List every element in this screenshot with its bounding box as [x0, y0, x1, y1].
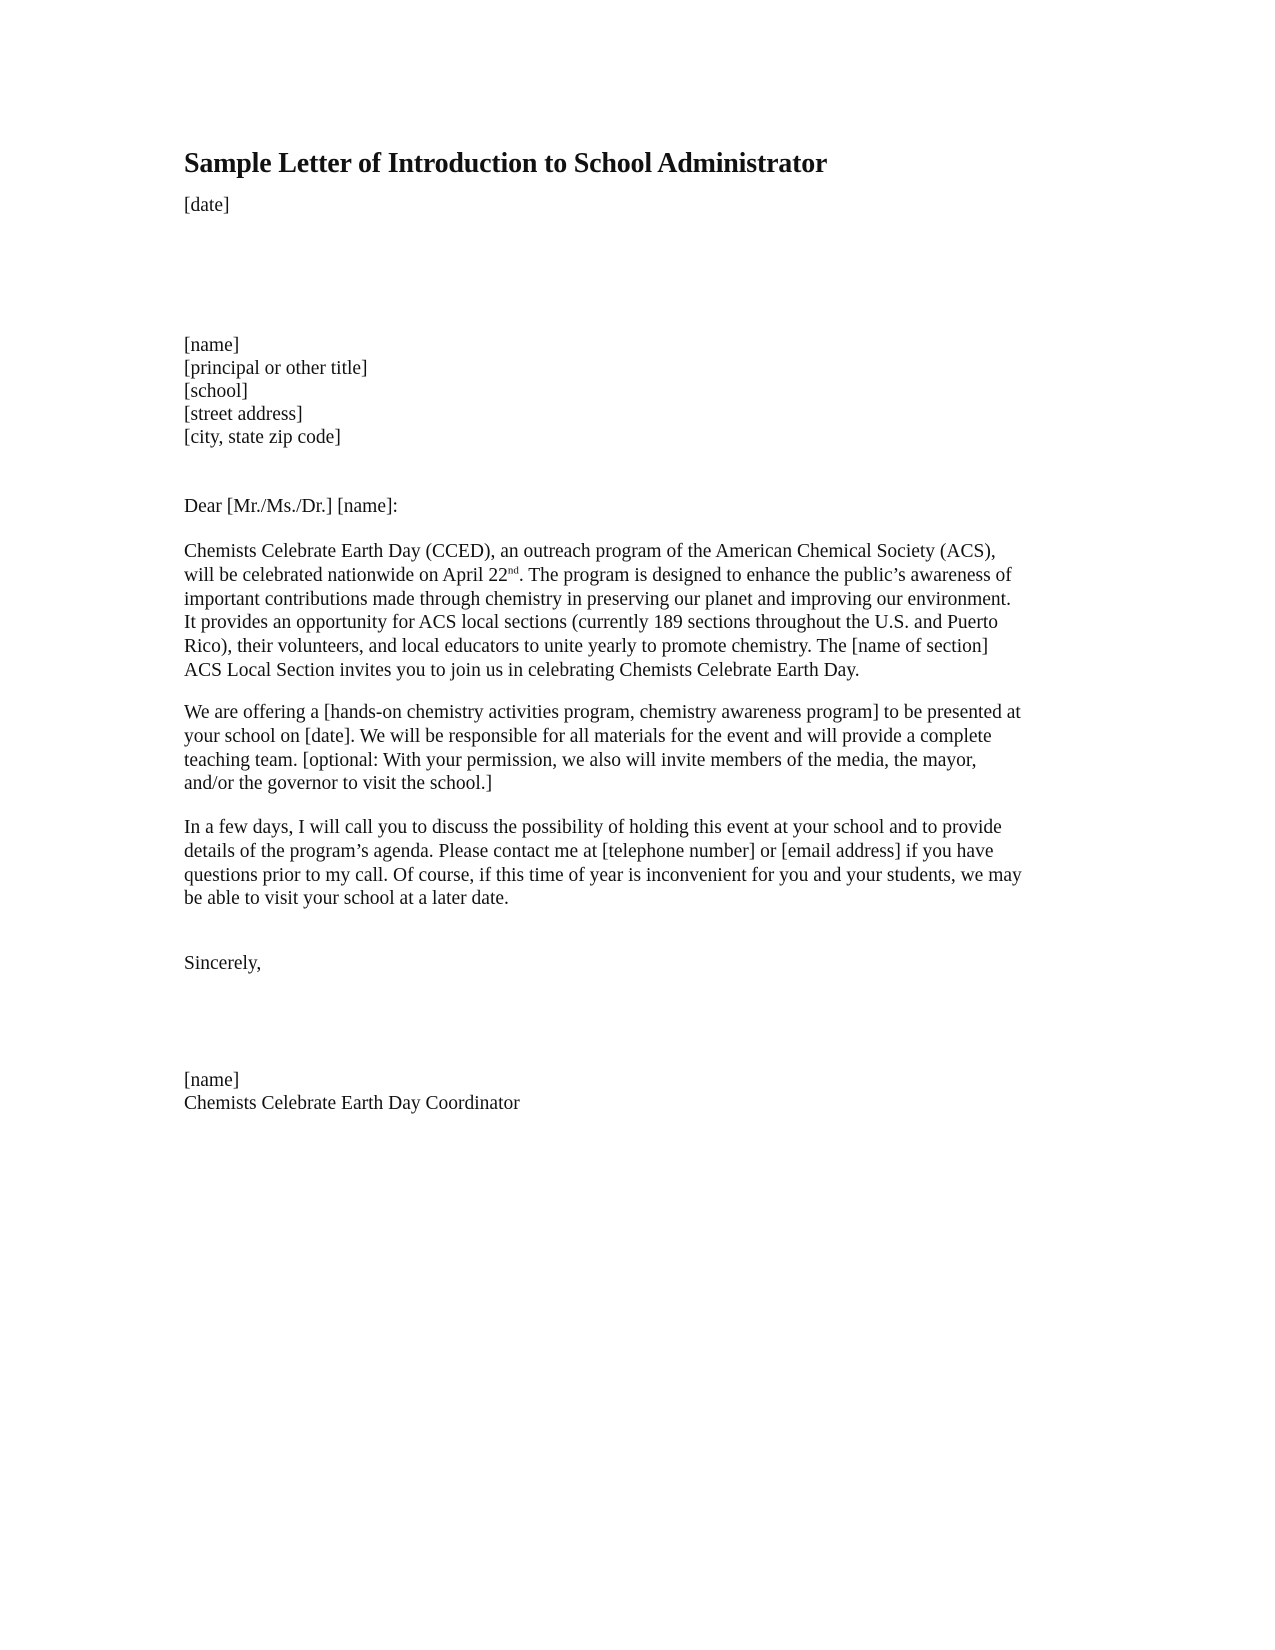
paragraph-line: It provides an opportunity for ACS local sections (currently 189 sections throughout the U.S. and Puerto [184, 612, 999, 634]
letter-title: Sample Letter of Introduction to School Administrator [184, 148, 828, 179]
recipient-school: [school] [184, 381, 248, 402]
signature-name: [name] [184, 1070, 240, 1091]
paragraph-line: your school on [date]. We will be responsible for all materials for the event and will provide a complete [184, 725, 992, 747]
paragraph-line: teaching team. [optional: With your permission, we also will invite members of the media, the mayor, [184, 749, 977, 771]
recipient-street: [street address] [184, 404, 303, 425]
paragraph-intro [184, 540, 1012, 683]
paragraph-line: and/or the governor to visit the school.] [184, 773, 493, 795]
paragraph-text: will be celebrated nationwide on April 22 [184, 564, 508, 586]
recipient-city: [city, state zip code] [184, 427, 341, 448]
paragraph-line: We are offering a [hands-on chemistry activities program, chemistry awareness program] to be presented at [184, 702, 1021, 723]
paragraph-line: ACS Local Section invites you to join us in celebrating Chemists Celebrate Earth Day. [184, 659, 860, 681]
paragraph-line: Rico), their volunteers, and local educators to unite yearly to promote chemistry. The [name of section] [184, 636, 989, 658]
paragraph-line: Chemists Celebrate Earth Day (CCED), an outreach program of the American Chemical Society (ACS), [184, 541, 996, 562]
paragraph-line: details of the program’s agenda. Please contact me at [telephone number] or [email address] if you have [184, 840, 994, 862]
paragraph-line: questions prior to my call. Of course, if this time of year is inconvenient for you and your students, we may [184, 864, 1022, 886]
salutation: Dear [Mr./Ms./Dr.] [name]: [184, 496, 398, 517]
ordinal-superscript: nd [507, 564, 519, 577]
paragraph-followup [184, 816, 1022, 911]
signature-role: Chemists Celebrate Earth Day Coordinator [184, 1093, 520, 1114]
recipient-name: [name] [184, 335, 240, 356]
recipient-title: [principal or other title] [184, 358, 368, 379]
paragraph-text: . The program is designed to enhance the public’s awareness of [518, 564, 1012, 586]
paragraph-line [184, 564, 1012, 588]
paragraph-line: important contributions made through chemistry in preserving our planet and improving our environment. [184, 588, 1011, 610]
paragraph-offer [184, 701, 1021, 796]
letter-date: [date] [184, 195, 230, 216]
paragraph-line: be able to visit your school at a later date. [184, 888, 509, 910]
closing: Sincerely, [184, 953, 262, 974]
paragraph-line: In a few days, I will call you to discuss the possibility of holding this event at your school and to provide [184, 817, 1002, 838]
